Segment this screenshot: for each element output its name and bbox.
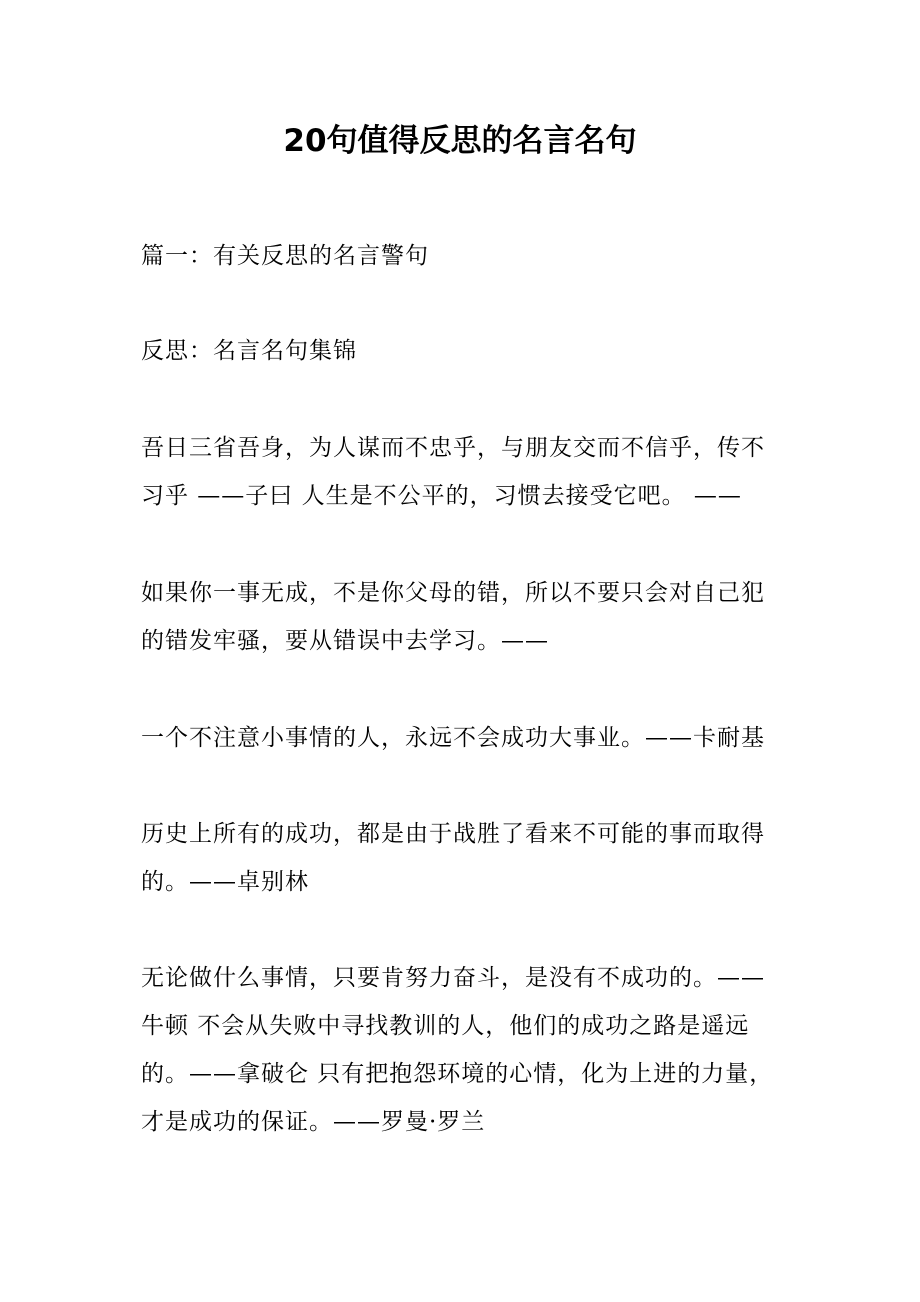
document-title: 20句值得反思的名言名句 (283, 123, 637, 159)
quote-paragraph (141, 569, 801, 665)
text-line: 的。——拿破仑 只有把抱怨环境的心情，化为上进的力量， (141, 1061, 774, 1087)
section-heading: 篇一：有关反思的名言警句 (141, 243, 429, 269)
text-line: 牛顿 不会从失败中寻找教训的人，他们的成功之路是遥远 (141, 1013, 750, 1039)
text-line: 无论做什么事情，只要肯努力奋斗，是没有不成功的。—— (141, 965, 765, 991)
text-line: 的错发牢骚，要从错误中去学习。—— (141, 628, 549, 654)
text-line: 历史上所有的成功，都是由于战胜了看来不可能的事而取得 (141, 821, 765, 847)
quote-paragraph (141, 954, 801, 1146)
quote-paragraph (141, 810, 801, 906)
text-line: 才是成功的保证。——罗曼·罗兰 (141, 1109, 486, 1135)
quote-paragraph (141, 424, 801, 520)
text-line: 习乎 ——子曰 人生是不公平的，习惯去接受它吧。 —— (141, 483, 742, 509)
text-line: 吾日三省吾身，为人谋而不忠乎，与朋友交而不信乎，传不 (141, 435, 765, 461)
text-line: 一个不注意小事情的人，永远不会成功大事业。——卡耐基 (141, 725, 765, 751)
subsection-heading: 反思：名言名句集锦 (141, 338, 357, 364)
text-line: 的。——卓别林 (141, 869, 309, 895)
text-line: 如果你一事无成，不是你父母的错，所以不要只会对自己犯 (141, 580, 765, 606)
quote-paragraph (141, 714, 801, 762)
